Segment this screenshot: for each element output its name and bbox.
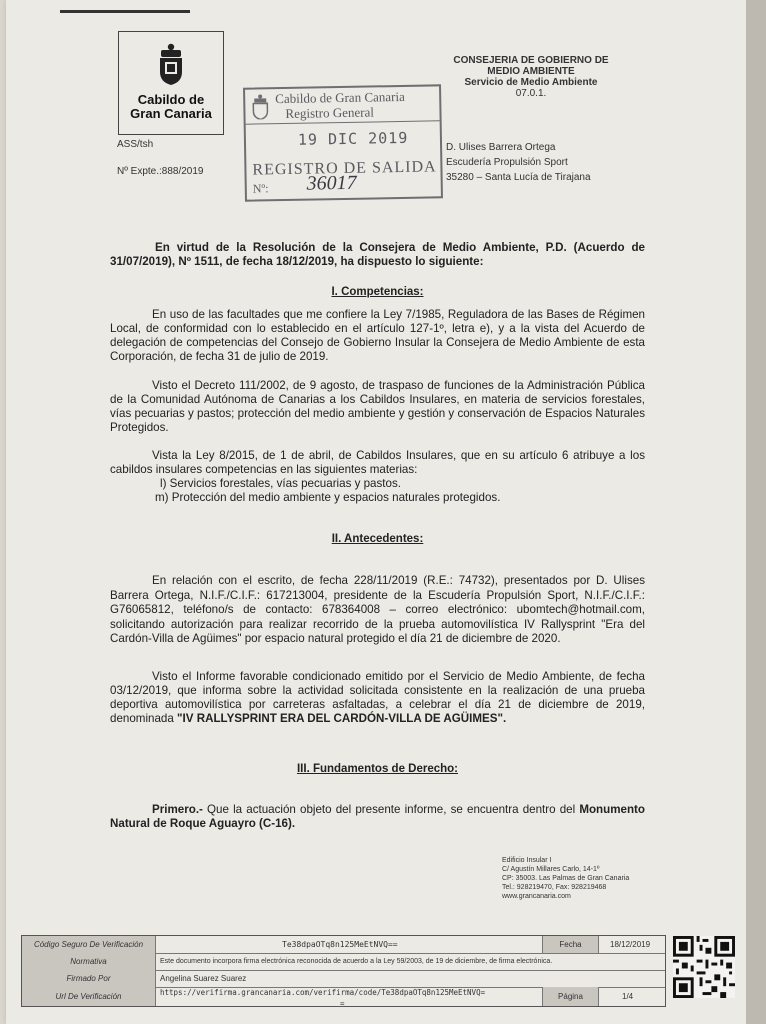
url-label: Url De Verificación — [22, 987, 156, 1006]
csv-label: Código Seguro De Verificación — [22, 936, 156, 953]
logo-line-1: Cabildo de — [137, 92, 205, 107]
stamp-crest-icon — [251, 93, 269, 119]
section-heading-antecedentes: II. Antecedentes: — [331, 533, 424, 545]
csv-value: Te38dpaOTq8n125MeEtNVQ== — [282, 940, 398, 949]
table-row — [22, 936, 665, 954]
footer-address-line: www.grancanaria.com — [502, 893, 571, 900]
dept-line-4: 07.0.1. — [515, 88, 547, 99]
intro-paragraph: En virtud de la Resolución de la Consejera de Medio Ambiente, P.D. (Acuerdo de 31/07/2019), Nº 1511, de fecha 18/12/2019, ha dispuesto lo siguiente: — [110, 241, 645, 268]
fundamentos-paragraph-1: Primero.- Que la actuación objeto del presente informe, se encuentra dentro del Monumento Natural de Roque Aguayro (C-16). — [110, 803, 645, 830]
competencias-paragraph-3: Vista la Ley 8/2015, de 1 de abril, de Cabildos Insulares, que en su artículo 6 atribuye a los cabildos insulares competencias en las siguientes materias: — [110, 449, 645, 476]
fecha-value: 18/12/2019 — [610, 940, 651, 949]
list-item-m: m) Protección del medio ambiente y espacios naturales protegidos. — [155, 491, 501, 504]
footer-address-line: Tel.: 928219470, Fax: 928219468 — [502, 884, 607, 891]
pagina-value: 1/4 — [622, 992, 634, 1001]
logo-line-2: Gran Canaria — [130, 106, 212, 121]
table-row — [22, 970, 665, 988]
dept-line-2: MEDIO AMBIENTE — [487, 66, 575, 77]
stamp-register: REGISTRO DE SALIDA — [252, 158, 437, 179]
fecha-label: Fecha — [542, 936, 599, 953]
coat-of-arms-icon — [156, 42, 186, 86]
normativa-label: Normativa — [22, 953, 156, 970]
url-value[interactable]: https://verifirma.grancanaria.com/verifirma/code/Te38dpaOTq8n125MeEtNVQ= = — [160, 988, 486, 1008]
section-heading-competencias: I. Competencias: — [331, 286, 424, 298]
page-edge — [746, 0, 766, 1024]
stamp-line-2: Registro General — [285, 104, 375, 121]
dept-line-1: CONSEJERIA DE GOBIERNO DE — [453, 55, 609, 66]
recipient-org: Escudería Propulsión Sport — [446, 157, 568, 168]
registry-stamp — [243, 84, 443, 201]
recipient-name: D. Ulises Barrera Ortega — [446, 142, 556, 153]
section-heading-fundamentos: III. Fundamentos de Derecho: — [296, 763, 459, 775]
footer-address-line: CP: 35003. Las Palmas de Gran Canaria — [502, 875, 630, 882]
file-number: Nº Expte.:888/2019 — [117, 166, 204, 177]
dept-line-3: Servicio de Medio Ambiente — [464, 77, 598, 88]
antecedentes-paragraph-1: En relación con el escrito, de fecha 228/11/2019 (R.E.: 74732), presentados por D. Ulises Barrera Ortega, N.I.F./C.I.F.: 617213004, presidente de la Escudería Propulsión Sport, N.I.F./C.I.F.: G76065812, teléfono/s de contacto: 678364008 – correo electrónico: ubomtech@hotmail.com, solicitando autorización para realizar recorrido de la prueba automovilística IV Rallysprint "Era del Cardón-Villa de Agüimes" por espacio natural protegido el día 21 de diciembre de 2020. — [110, 574, 645, 645]
ref-initials: ASS/tsh — [117, 139, 154, 150]
footer-address-line: C/ Agustín Millares Carlo, 14-1º — [502, 866, 600, 873]
stamp-line-1: Cabildo de Gran Canaria — [275, 88, 405, 107]
qr-code-icon — [673, 935, 735, 999]
competencias-paragraph-2: Visto el Decreto 111/2002, de 9 agosto, de traspaso de funciones de la Administración Pública de la Comunidad Autónoma de Canarias a los Cabildos Insulares, en materia de servicios forestales, vías pecuarias y pastos; protección del medio ambiente y gestión y conservación de Espacios Naturales Protegidos. — [110, 379, 645, 434]
pagina-label: Página — [542, 987, 599, 1006]
stamp-date: 19 DIC 2019 — [297, 128, 409, 149]
antecedentes-paragraph-2: Visto el Informe favorable condicionado emitido por el Servicio de Medio Ambiente, de fecha 03/12/2019, que informa sobre la actividad solicitada consistente en la realización de una prueba deportiva automovilística por carreteras asfaltadas, a celebrar el día 21 de diciembre de 2019, denominada "IV RALLYSPRINT ERA DEL CARDÓN-VILLA DE AGÜIMES". — [110, 670, 645, 725]
top-rule — [60, 10, 190, 13]
list-item-l: l) Servicios forestales, vías pecuarias y pastos. — [160, 477, 401, 490]
recipient-city: 35280 – Santa Lucía de Tirajana — [446, 172, 591, 183]
competencias-paragraph-1: En uso de las facultades que me confiere la Ley 7/1985, Reguladora de las Bases de Régimen Local, de conformidad con lo establecido en el artículo 127-1º, letra e), y a la vista del Acuerdo de delegación de competencias del Consejo de Gobierno Insular la Consejera de Medio Ambiente de esta Corporación, de fecha 31 de julio de 2019. — [110, 308, 645, 363]
recipient-address — [446, 140, 591, 185]
table-row — [22, 987, 665, 1006]
stamp-number: 36017 — [306, 171, 357, 195]
verification-table — [21, 935, 666, 1007]
firmado-label: Firmado Por — [22, 970, 156, 987]
footer-address — [502, 856, 629, 901]
normativa-value: Este documento incorpora firma electrónica reconocida de acuerdo a la Ley 59/2003, de 19 de diciembre, de firma electrónica. — [160, 958, 553, 965]
stamp-number-label: Nº: — [252, 181, 269, 196]
cabildo-logo — [118, 31, 224, 135]
firmado-value: Angelina Suarez Suarez — [160, 974, 247, 983]
table-row — [22, 953, 665, 971]
footer-address-line: Edificio Insular I — [502, 857, 552, 864]
department-block — [446, 55, 616, 99]
